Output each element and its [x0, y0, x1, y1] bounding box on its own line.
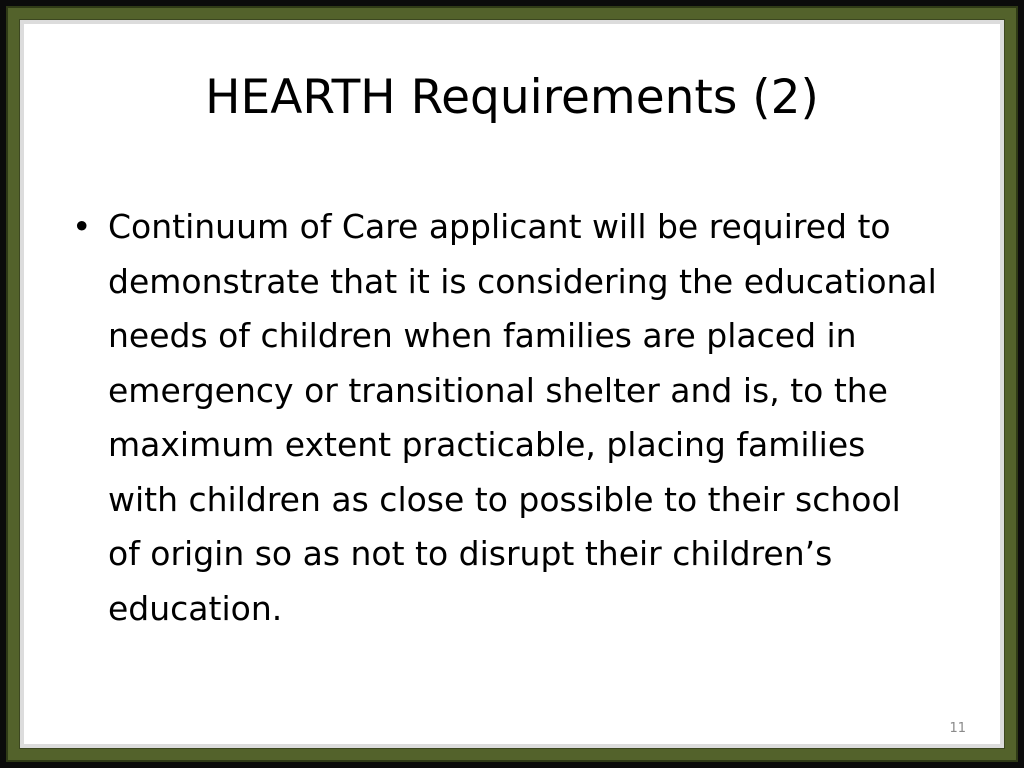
slide [20, 20, 1004, 748]
bullet-list [62, 200, 942, 636]
slide-frame [6, 6, 1018, 762]
slide-number: 11 [949, 721, 966, 736]
bullet-text: Continuum of Care applicant will be required to demonstrate that it is considering the educational needs of children when families are placed in emergency or transitional shelter and is, to the maximum extent practicable, placing families with children as close to possible to their school of origin so as not to disrupt their children’s education. [108, 207, 937, 628]
bullet-item [62, 200, 942, 636]
bullet-marker: • [72, 207, 92, 246]
slide-title: HEARTH Requirements (2) [205, 70, 819, 125]
